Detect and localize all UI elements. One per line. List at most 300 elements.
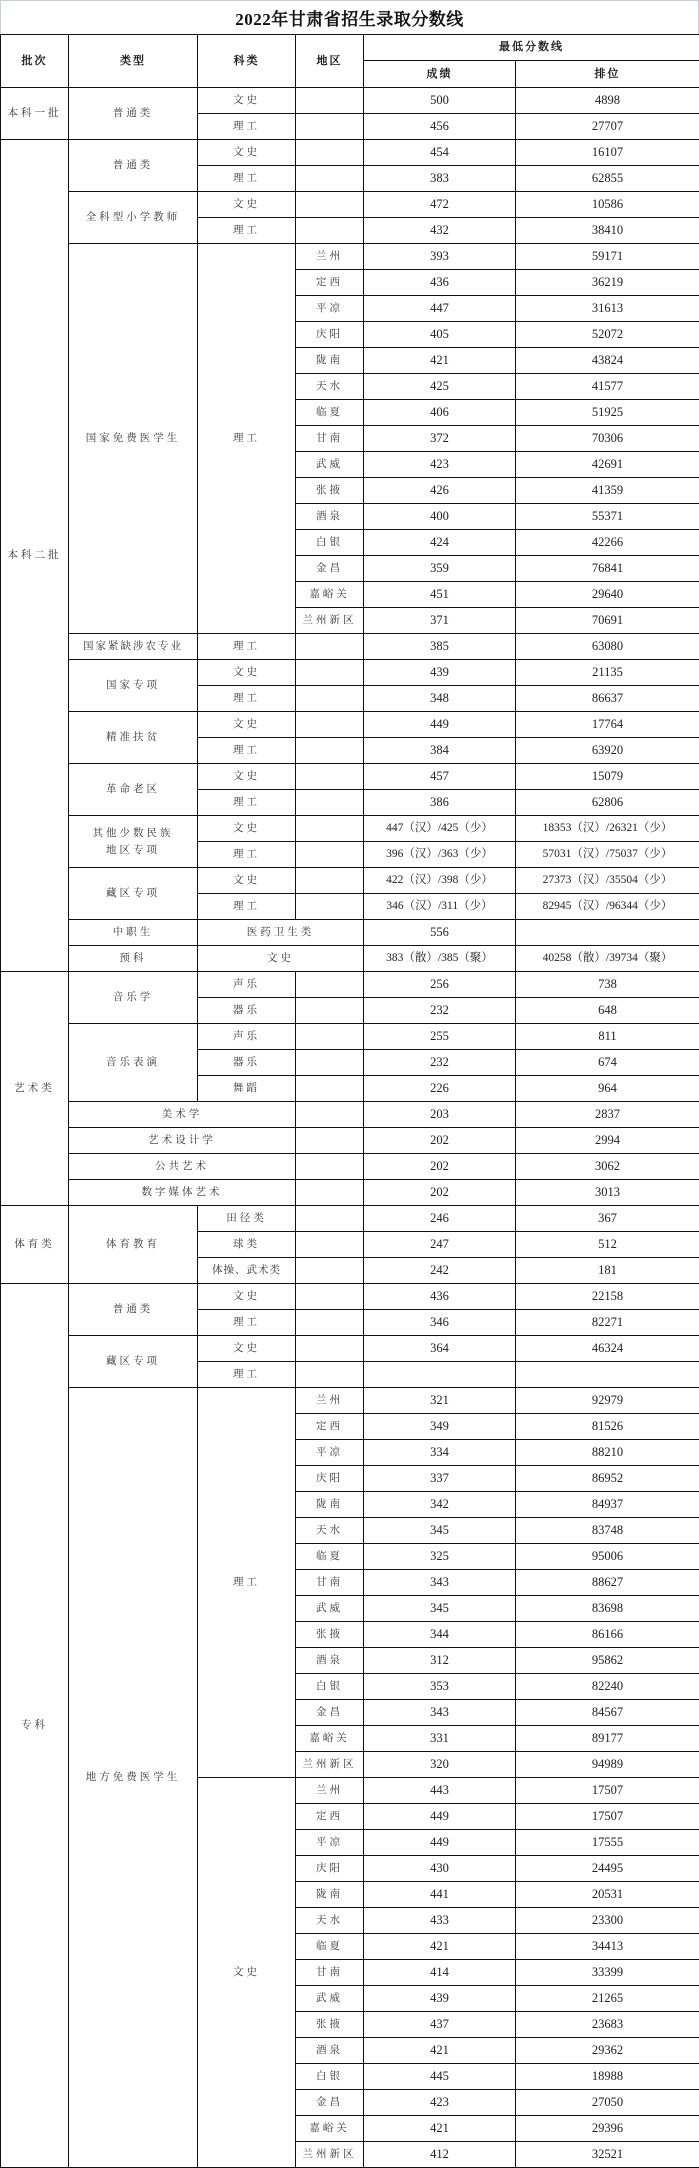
score-cell: 334: [364, 1440, 516, 1466]
region-cell: 张掖: [296, 478, 364, 504]
score-cell: 232: [364, 1050, 516, 1076]
region-cell: [296, 998, 364, 1024]
score-cell: 202: [364, 1128, 516, 1154]
region-cell: [296, 1206, 364, 1232]
table-row: [1, 712, 699, 738]
subject-cell: 理工: [198, 114, 296, 140]
score-cell: 400: [364, 504, 516, 530]
subject-cell: 体操、武术类: [198, 1258, 296, 1284]
region-cell: 白银: [296, 2064, 364, 2090]
type-line-2: 地区专项: [69, 842, 197, 859]
rank-cell: 29396: [516, 2116, 699, 2142]
rank-cell: 18988: [516, 2064, 699, 2090]
subject-cell: 文史: [198, 88, 296, 114]
region-cell: 白银: [296, 1674, 364, 1700]
rank-cell: 3013: [516, 1180, 699, 1206]
score-cell: 383: [364, 166, 516, 192]
region-cell: [296, 1076, 364, 1102]
score-cell: 441: [364, 1882, 516, 1908]
rank-cell: 964: [516, 1076, 699, 1102]
score-cell: 202: [364, 1180, 516, 1206]
rank-cell: 23683: [516, 2012, 699, 2038]
rank-cell: 17507: [516, 1804, 699, 1830]
rank-cell: 51925: [516, 400, 699, 426]
header-type: 类型: [69, 35, 198, 88]
region-cell: 兰州新区: [296, 608, 364, 634]
rank-cell: 63920: [516, 738, 699, 764]
rank-cell: 648: [516, 998, 699, 1024]
score-cell: 445: [364, 2064, 516, 2090]
subject-cell: 理工: [198, 1362, 296, 1388]
region-cell: 甘南: [296, 426, 364, 452]
type-cell: 普通类: [69, 140, 198, 192]
subject-cell: 理工: [198, 634, 296, 660]
region-cell: [296, 842, 364, 868]
score-cell: 451: [364, 582, 516, 608]
batch-cell: 艺术类: [1, 972, 69, 1206]
score-cell: 393: [364, 244, 516, 270]
rank-cell: 41577: [516, 374, 699, 400]
region-cell: 庆阳: [296, 1466, 364, 1492]
type-cell: 体育教育: [69, 1206, 198, 1284]
score-cell: 421: [364, 2116, 516, 2142]
page-title: 2022年甘肃省招生录取分数线: [235, 5, 464, 30]
rank-cell: 83748: [516, 1518, 699, 1544]
rank-cell: 15079: [516, 764, 699, 790]
subject-cell: 文史: [198, 816, 296, 842]
score-cell: 436: [364, 270, 516, 296]
region-cell: 临夏: [296, 400, 364, 426]
region-cell: [296, 712, 364, 738]
rank-cell: 2837: [516, 1102, 699, 1128]
type-cell: 国家专项: [69, 660, 198, 712]
score-cell: 383（散）/385（聚）: [364, 946, 516, 972]
score-cell: 353: [364, 1674, 516, 1700]
region-cell: 张掖: [296, 2012, 364, 2038]
table-row: [1, 764, 699, 790]
region-cell: 陇南: [296, 1492, 364, 1518]
rank-cell: 63080: [516, 634, 699, 660]
subject-cell: 医药卫生类: [198, 920, 364, 946]
table-row: [1, 972, 699, 998]
subject-cell: 理工: [198, 790, 296, 816]
rank-cell: 83698: [516, 1596, 699, 1622]
region-cell: 平凉: [296, 1830, 364, 1856]
score-cell: 346（汉）/311（少）: [364, 894, 516, 920]
score-cell: 406: [364, 400, 516, 426]
score-cell: 421: [364, 2038, 516, 2064]
table-row: [1, 816, 699, 842]
subject-cell: 文史: [198, 712, 296, 738]
region-cell: 兰州: [296, 1388, 364, 1414]
type-cell: 国家免费医学生: [69, 244, 198, 634]
score-cell: 457: [364, 764, 516, 790]
table-row: [1, 88, 699, 114]
score-cell: 232: [364, 998, 516, 1024]
type-cell: 艺术设计学: [69, 1128, 296, 1154]
score-cell: 556: [364, 920, 516, 946]
rank-cell: 17764: [516, 712, 699, 738]
type-cell: 音乐学: [69, 972, 198, 1024]
rank-cell: 84567: [516, 1700, 699, 1726]
score-cell: 449: [364, 1804, 516, 1830]
score-cell: 456: [364, 114, 516, 140]
rank-cell: 92979: [516, 1388, 699, 1414]
type-line-1: 其他少数民族: [69, 825, 197, 842]
region-cell: [296, 816, 364, 842]
subject-cell: 理工: [198, 894, 296, 920]
table-header: [1, 35, 699, 88]
subject-cell: 理工: [198, 686, 296, 712]
subject-cell: 田径类: [198, 1206, 296, 1232]
rank-cell: 18353（汉）/26321（少）: [516, 816, 699, 842]
region-cell: [296, 686, 364, 712]
subject-cell: 文史: [198, 1284, 296, 1310]
header-region: 地区: [296, 35, 364, 88]
region-cell: 陇南: [296, 348, 364, 374]
score-cell: 246: [364, 1206, 516, 1232]
score-cell: 255: [364, 1024, 516, 1050]
subject-cell: 声乐: [198, 972, 296, 998]
score-cell: 422（汉）/398（少）: [364, 868, 516, 894]
region-cell: 甘南: [296, 1570, 364, 1596]
type-cell: 全科型小学教师: [69, 192, 198, 244]
subject-cell: 理工: [198, 842, 296, 868]
rank-cell: 88210: [516, 1440, 699, 1466]
region-cell: [296, 192, 364, 218]
region-cell: 庆阳: [296, 1856, 364, 1882]
type-cell: 普通类: [69, 88, 198, 140]
rank-cell: 674: [516, 1050, 699, 1076]
score-cell: 349: [364, 1414, 516, 1440]
rank-cell: 62806: [516, 790, 699, 816]
rank-cell: 10586: [516, 192, 699, 218]
score-cell: 447（汉）/425（少）: [364, 816, 516, 842]
region-cell: 金昌: [296, 2090, 364, 2116]
rank-cell: 811: [516, 1024, 699, 1050]
region-cell: [296, 660, 364, 686]
region-cell: 嘉峪关: [296, 582, 364, 608]
region-cell: [296, 1284, 364, 1310]
score-cell: 321: [364, 1388, 516, 1414]
admission-score-table: [0, 34, 699, 2168]
region-cell: 酒泉: [296, 504, 364, 530]
region-cell: 庆阳: [296, 322, 364, 348]
table-row: [1, 634, 699, 660]
region-cell: [296, 894, 364, 920]
region-cell: [296, 114, 364, 140]
subject-cell: 理工: [198, 738, 296, 764]
rank-cell: 33399: [516, 1960, 699, 1986]
region-cell: 兰州: [296, 1778, 364, 1804]
score-cell: 312: [364, 1648, 516, 1674]
score-cell: 432: [364, 218, 516, 244]
table-row: [1, 1336, 699, 1362]
region-cell: 陇南: [296, 1882, 364, 1908]
header-subject: 科类: [198, 35, 296, 88]
rank-cell: 2994: [516, 1128, 699, 1154]
batch-cell: 本科二批: [1, 140, 69, 972]
table-row: [1, 1128, 699, 1154]
region-cell: [296, 1102, 364, 1128]
table-row: [1, 1024, 699, 1050]
region-cell: 嘉峪关: [296, 1726, 364, 1752]
score-cell: 346: [364, 1310, 516, 1336]
score-cell: 439: [364, 1986, 516, 2012]
rank-cell: 94989: [516, 1752, 699, 1778]
score-cell: 345: [364, 1518, 516, 1544]
region-cell: [296, 166, 364, 192]
table-row: [1, 1154, 699, 1180]
region-cell: [296, 1362, 364, 1388]
rank-cell: 95862: [516, 1648, 699, 1674]
rank-cell: 59171: [516, 244, 699, 270]
table-row: [1, 946, 699, 972]
rank-cell: 21265: [516, 1986, 699, 2012]
subject-cell: 文史: [198, 1778, 296, 2168]
rank-cell: 62855: [516, 166, 699, 192]
rank-cell: 55371: [516, 504, 699, 530]
score-cell: 423: [364, 452, 516, 478]
score-cell: 500: [364, 88, 516, 114]
rank-cell: 29640: [516, 582, 699, 608]
score-cell: 337: [364, 1466, 516, 1492]
rank-cell: 43824: [516, 348, 699, 374]
rank-cell: 70306: [516, 426, 699, 452]
type-cell: 国家紧缺涉农专业: [69, 634, 198, 660]
score-cell: 345: [364, 1596, 516, 1622]
subject-cell: 声乐: [198, 1024, 296, 1050]
subject-cell: 文史: [198, 192, 296, 218]
region-cell: 定西: [296, 1804, 364, 1830]
score-cell: 454: [364, 140, 516, 166]
region-cell: [296, 1232, 364, 1258]
region-cell: [296, 738, 364, 764]
rank-cell: 86166: [516, 1622, 699, 1648]
rank-cell: 42266: [516, 530, 699, 556]
rank-cell: 367: [516, 1206, 699, 1232]
score-cell: 449: [364, 712, 516, 738]
score-cell: 472: [364, 192, 516, 218]
rank-cell: 3062: [516, 1154, 699, 1180]
region-cell: 天水: [296, 1518, 364, 1544]
score-cell: 371: [364, 608, 516, 634]
table-row: [1, 1206, 699, 1232]
table-row: [1, 1388, 699, 1414]
rank-cell: 181: [516, 1258, 699, 1284]
region-cell: [296, 1180, 364, 1206]
region-cell: [296, 764, 364, 790]
score-cell: 256: [364, 972, 516, 998]
score-cell: 433: [364, 1908, 516, 1934]
type-cell: 公共艺术: [69, 1154, 296, 1180]
table-body: [1, 88, 699, 2168]
subject-cell: 文史: [198, 764, 296, 790]
score-cell: 325: [364, 1544, 516, 1570]
score-cell: 226: [364, 1076, 516, 1102]
rank-cell: 20531: [516, 1882, 699, 1908]
score-cell: 412: [364, 2142, 516, 2168]
score-cell: 436: [364, 1284, 516, 1310]
region-cell: [296, 140, 364, 166]
type-cell: 数字媒体艺术: [69, 1180, 296, 1206]
rank-cell: 27373（汉）/35504（少）: [516, 868, 699, 894]
header-batch: 批次: [1, 35, 69, 88]
table-row: [1, 244, 699, 270]
type-cell: 普通类: [69, 1284, 198, 1336]
rank-cell: 27050: [516, 2090, 699, 2116]
rank-cell: 31613: [516, 296, 699, 322]
score-cell: 423: [364, 2090, 516, 2116]
score-cell: 344: [364, 1622, 516, 1648]
header-score: 成绩: [364, 61, 516, 88]
subject-cell: 文史: [198, 1336, 296, 1362]
table-row: [1, 140, 699, 166]
rank-cell: 84937: [516, 1492, 699, 1518]
rank-cell: [516, 920, 699, 946]
score-cell: 359: [364, 556, 516, 582]
subject-cell: 舞蹈: [198, 1076, 296, 1102]
score-cell: 372: [364, 426, 516, 452]
rank-cell: 17507: [516, 1778, 699, 1804]
score-cell: 331: [364, 1726, 516, 1752]
score-cell: 430: [364, 1856, 516, 1882]
region-cell: [296, 868, 364, 894]
table-row: [1, 1284, 699, 1310]
region-cell: 武威: [296, 452, 364, 478]
subject-cell: 器乐: [198, 1050, 296, 1076]
rank-cell: 21135: [516, 660, 699, 686]
type-cell: 地方免费医学生: [69, 1388, 198, 2168]
batch-cell: 本科一批: [1, 88, 69, 140]
subject-cell: 球类: [198, 1232, 296, 1258]
rank-cell: 82271: [516, 1310, 699, 1336]
rank-cell: 82240: [516, 1674, 699, 1700]
rank-cell: 16107: [516, 140, 699, 166]
rank-cell: 81526: [516, 1414, 699, 1440]
type-cell: 美术学: [69, 1102, 296, 1128]
rank-cell: 46324: [516, 1336, 699, 1362]
score-cell: 203: [364, 1102, 516, 1128]
subject-cell: 理工: [198, 244, 296, 634]
rank-cell: 95006: [516, 1544, 699, 1570]
header-rank: 排位: [516, 61, 699, 88]
rank-cell: 86637: [516, 686, 699, 712]
region-cell: 武威: [296, 1596, 364, 1622]
region-cell: 金昌: [296, 556, 364, 582]
score-cell: 405: [364, 322, 516, 348]
score-cell: 424: [364, 530, 516, 556]
subject-cell: 文史: [198, 140, 296, 166]
rank-cell: 34413: [516, 1934, 699, 1960]
subject-cell: 文史: [198, 868, 296, 894]
region-cell: [296, 1050, 364, 1076]
region-cell: 兰州新区: [296, 1752, 364, 1778]
rank-cell: 512: [516, 1232, 699, 1258]
type-cell: [69, 816, 198, 868]
region-cell: 嘉峪关: [296, 2116, 364, 2142]
table-row: [1, 1180, 699, 1206]
type-cell: 中职生: [69, 920, 198, 946]
rank-cell: 86952: [516, 1466, 699, 1492]
region-cell: 临夏: [296, 1544, 364, 1570]
header-min-score-group: 最低分数线: [364, 35, 699, 61]
table-row: [1, 192, 699, 218]
region-cell: [296, 790, 364, 816]
region-cell: 兰州新区: [296, 2142, 364, 2168]
score-cell: 426: [364, 478, 516, 504]
rank-cell: 27707: [516, 114, 699, 140]
region-cell: 酒泉: [296, 2038, 364, 2064]
score-cell: 364: [364, 1336, 516, 1362]
rank-cell: 24495: [516, 1856, 699, 1882]
rank-cell: 22158: [516, 1284, 699, 1310]
rank-cell: 42691: [516, 452, 699, 478]
region-cell: 天水: [296, 1908, 364, 1934]
score-cell: 425: [364, 374, 516, 400]
rank-cell: 4898: [516, 88, 699, 114]
region-cell: 酒泉: [296, 1648, 364, 1674]
score-cell: 386: [364, 790, 516, 816]
region-cell: 武威: [296, 1986, 364, 2012]
region-cell: [296, 1310, 364, 1336]
region-cell: 白银: [296, 530, 364, 556]
title-bar: [0, 0, 699, 34]
region-cell: 平凉: [296, 1440, 364, 1466]
rank-cell: 29362: [516, 2038, 699, 2064]
region-cell: 天水: [296, 374, 364, 400]
rank-cell: 41359: [516, 478, 699, 504]
score-cell: 421: [364, 348, 516, 374]
score-cell: 414: [364, 1960, 516, 1986]
type-cell: 藏区专项: [69, 868, 198, 920]
region-cell: [296, 1258, 364, 1284]
type-cell: 革命老区: [69, 764, 198, 816]
rank-cell: 89177: [516, 1726, 699, 1752]
region-cell: 张掖: [296, 1622, 364, 1648]
region-cell: [296, 88, 364, 114]
region-cell: [296, 972, 364, 998]
score-cell: 247: [364, 1232, 516, 1258]
score-cell: [364, 1362, 516, 1388]
subject-cell: 理工: [198, 218, 296, 244]
rank-cell: 32521: [516, 2142, 699, 2168]
table-row: [1, 920, 699, 946]
rank-cell: 70691: [516, 608, 699, 634]
table-row: [1, 1102, 699, 1128]
subject-cell: 理工: [198, 1310, 296, 1336]
rank-cell: 82945（汉）/96344（少）: [516, 894, 699, 920]
region-cell: [296, 1128, 364, 1154]
type-cell: 藏区专项: [69, 1336, 198, 1388]
rank-cell: 76841: [516, 556, 699, 582]
score-cell: 343: [364, 1570, 516, 1596]
rank-cell: 57031（汉）/75037（少）: [516, 842, 699, 868]
region-cell: [296, 1024, 364, 1050]
rank-cell: 17555: [516, 1830, 699, 1856]
region-cell: [296, 218, 364, 244]
region-cell: 甘南: [296, 1960, 364, 1986]
score-cell: 342: [364, 1492, 516, 1518]
region-cell: [296, 1154, 364, 1180]
subject-cell: 文史: [198, 660, 296, 686]
score-cell: 447: [364, 296, 516, 322]
region-cell: 定西: [296, 1414, 364, 1440]
subject-cell: 理工: [198, 166, 296, 192]
type-cell: 预科: [69, 946, 198, 972]
rank-cell: 40258（散）/39734（聚）: [516, 946, 699, 972]
type-cell: 精准扶贫: [69, 712, 198, 764]
